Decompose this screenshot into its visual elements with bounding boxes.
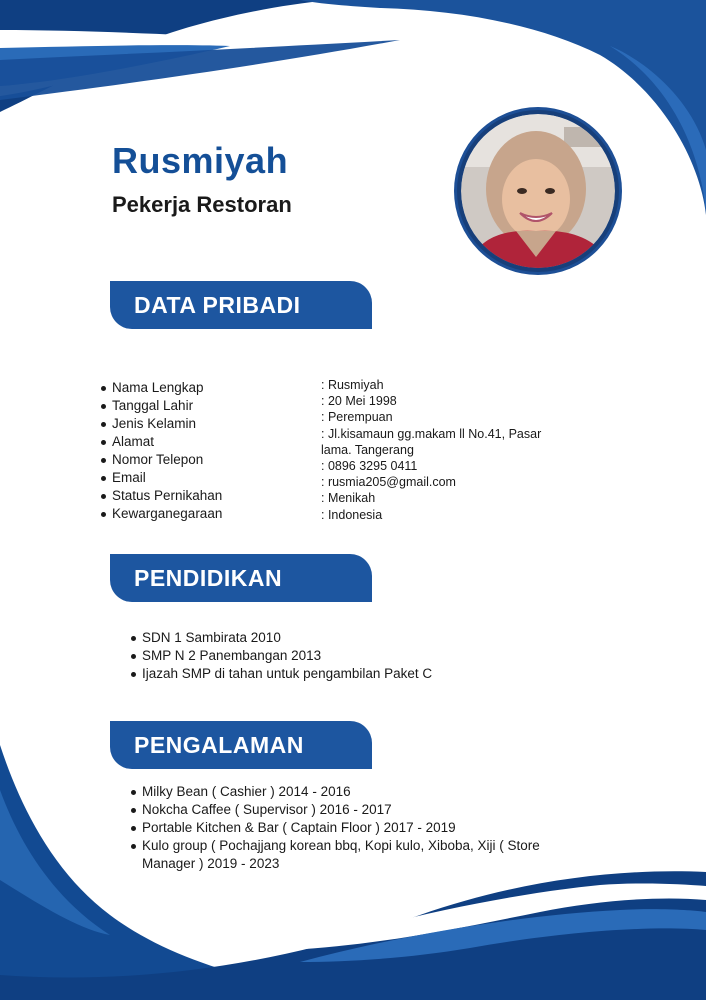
education-list — [130, 629, 432, 683]
experience-item: Portable Kitchen & Bar ( Captain Floor ) 2017 - 2019 — [130, 819, 550, 837]
value-jenis-kelamin: : Perempuan — [321, 410, 393, 425]
value-nomor-telepon: : 0896 3295 0411 — [321, 459, 418, 474]
job-title: Pekerja Restoran — [112, 192, 292, 217]
personal-values-list — [321, 377, 551, 523]
experience-item: Milky Bean ( Cashier ) 2014 - 2016 — [130, 783, 550, 801]
person-name: Rusmiyah — [112, 140, 289, 181]
label-nomor-telepon: Nomor Telepon — [100, 451, 222, 469]
value-kewarganegaraan: : Indonesia — [321, 507, 383, 522]
personal-labels-list — [100, 379, 222, 523]
label-email: Email — [100, 469, 222, 487]
profile-photo — [454, 107, 622, 275]
label-nama-lengkap: Nama Lengkap — [100, 379, 222, 397]
experience-item: Nokcha Caffee ( Supervisor ) 2016 - 2017 — [130, 801, 550, 819]
section-banner-education: PENDIDIKAN — [110, 554, 372, 602]
value-status-pernikahan: : Menikah — [321, 491, 376, 506]
education-item: SDN 1 Sambirata 2010 — [130, 629, 432, 647]
experience-item: Kulo group ( Pochajjang korean bbq, Kopi kulo, Xiboba, Xiji ( Store Manager ) 2019 - 2023 — [130, 837, 550, 873]
label-alamat: Alamat — [100, 433, 222, 451]
value-alamat: : Jl.kisamaun gg.makam ll No.41, Pasar lama. Tangerang — [321, 426, 542, 457]
value-email: : rusmia205@gmail.com — [321, 475, 456, 490]
section-banner-experience: PENGALAMAN — [110, 721, 372, 769]
value-nama-lengkap: : Rusmiyah — [321, 378, 384, 392]
section-banner-personal: DATA PRIBADI — [110, 281, 372, 329]
label-tanggal-lahir: Tanggal Lahir — [100, 397, 222, 415]
value-tanggal-lahir: : 20 Mei 1998 — [321, 394, 397, 409]
label-jenis-kelamin: Jenis Kelamin — [100, 415, 222, 433]
education-item: SMP N 2 Panembangan 2013 — [130, 647, 432, 665]
education-item: Ijazah SMP di tahan untuk pengambilan Paket C — [130, 665, 432, 683]
label-kewarganegaraan: Kewarganegaraan — [100, 505, 222, 523]
label-status-pernikahan: Status Pernikahan — [100, 487, 222, 505]
experience-list — [130, 783, 550, 873]
